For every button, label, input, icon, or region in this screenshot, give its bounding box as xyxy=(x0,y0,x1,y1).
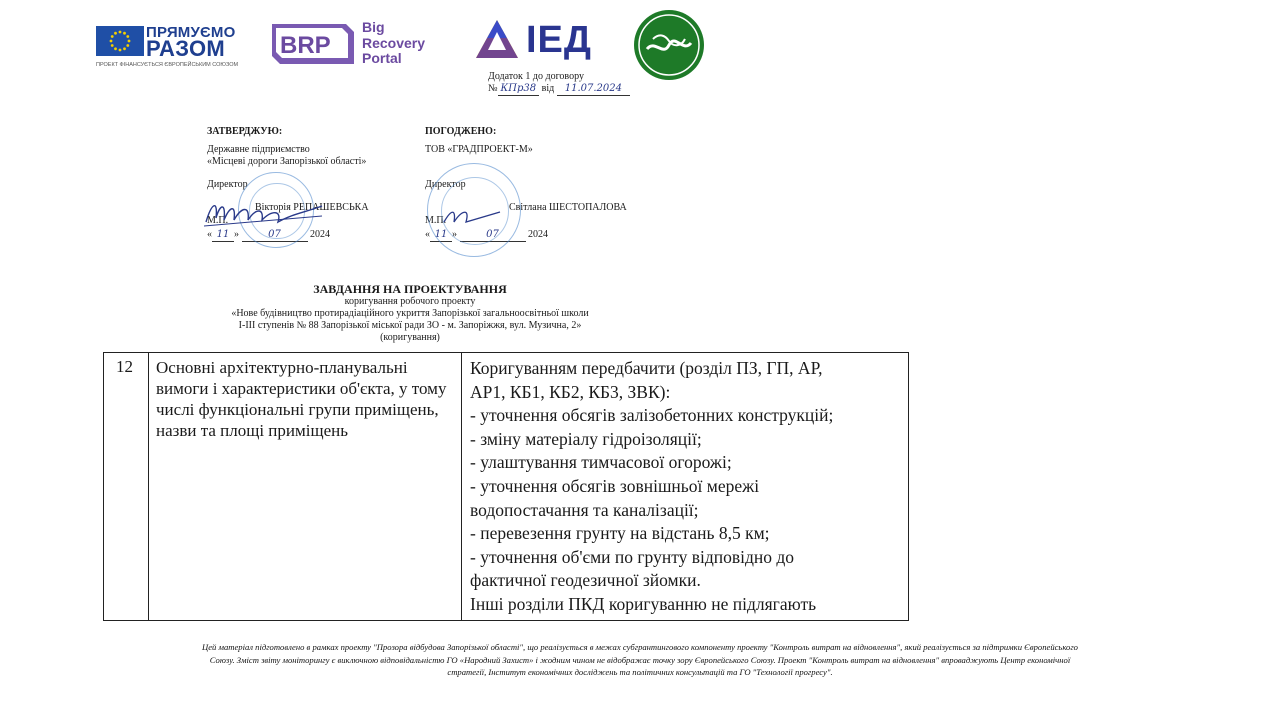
description-line: - уточнення обсягів зовнішньої мережі xyxy=(470,475,760,496)
disclaimer-line: стратегії, Інститут економічних досліджень та політичних консультацій та ГО "Технології прогресу". xyxy=(447,667,833,678)
brp-mark-icon xyxy=(270,22,356,71)
document-project-note: (коригування) xyxy=(380,332,440,343)
eu-logo-line1: ПРЯМУЄМО xyxy=(146,24,236,41)
approval-right-heading: ПОГОДЖЕНО: xyxy=(425,126,497,137)
brp-logo-text xyxy=(362,20,425,67)
annex-date: 11.07.2024 xyxy=(557,83,630,96)
document-project-line2: І-ІІІ ступенів № 88 Запорізької міської ради ЗО - м. Запоріжжя, вул. Музична, 2» xyxy=(238,320,582,331)
brp-logo-line: Portal xyxy=(362,50,402,66)
approval-right-day: 11 xyxy=(430,229,452,242)
description-line: - уточнення об'єми по грунту відповідно до xyxy=(470,546,795,567)
approval-left-mp: М.П. xyxy=(207,215,229,226)
document-project-line1: «Нове будівництво протирадіаційного укриття Запорізької загальноосвітньої школи xyxy=(231,308,589,319)
disclaimer-line: Цей матеріал підготовлено в рамках проекту "Прозора відбудова Запорізької області", що реалізується в межах субгрантингового компоненту проекту "Контроль витрат на відновлення", який реалізується за підтримки Європейського xyxy=(202,642,1078,652)
approval-left-month: 07 xyxy=(242,229,308,242)
table-bottom-border xyxy=(104,620,908,621)
date-open-quote: « xyxy=(207,229,212,240)
approval-left-org1: Державне підприємство xyxy=(207,144,310,155)
left-signature-icon xyxy=(202,192,332,232)
date-close-quote: » xyxy=(452,229,457,240)
eu-logo-line2: РАЗОМ xyxy=(146,36,226,61)
date-close-quote: » xyxy=(234,229,239,240)
brp-logo-line: Big xyxy=(362,19,385,35)
table-column-divider xyxy=(148,353,149,621)
ied-logo-text: ІЕД xyxy=(526,19,592,61)
eu-logo-caption: ПРОЕКТ ФІНАНСУЄТЬСЯ ЄВРОПЕЙСЬКИМ СОЮЗОМ xyxy=(96,62,239,68)
annex-date-prefix: від xyxy=(541,83,555,94)
description-line: фактичної геодезичної зйомки. xyxy=(470,570,701,591)
document-subtitle: коригування робочого проекту xyxy=(344,296,476,307)
description-line: - улаштування тимчасової огорожі; xyxy=(470,452,732,473)
annex-number-prefix: № xyxy=(488,83,498,94)
approval-left-year: 2024 xyxy=(310,229,330,240)
annex-note xyxy=(488,71,630,96)
requirements-table-row xyxy=(103,352,909,621)
approval-left-day: 11 xyxy=(212,229,234,242)
ied-logo xyxy=(474,18,604,62)
eu-logo xyxy=(96,24,239,72)
approval-left-name: Вікторія РЕПАШЕВСЬКА xyxy=(255,202,369,213)
date-open-quote: « xyxy=(425,229,430,240)
table-row-requirement: Основні архітектурно-планувальні вимоги і характеристики об'єкта, у тому числі функціональні групи приміщень, назви та площі приміщень xyxy=(156,358,447,440)
funding-disclaimer xyxy=(60,641,1220,679)
ied-triangle-icon xyxy=(474,18,520,62)
description-line: - уточнення обсягів залізобетонних конструкцій; xyxy=(470,405,834,426)
disclaimer-line: Союзу. Зміст звіту моніторингу є виключною відповідальністю ГО «Народний Захист» і жодним чином не відображає точку зору Європейського Союзу. Проект "Контроль витрат на відновлення" впроваджують Центр економічної xyxy=(209,654,1071,665)
approval-right-name: Світлана ШЕСТОПАЛОВА xyxy=(509,202,627,213)
description-line: Інші розділи ПКД коригуванню не підлягають xyxy=(470,593,817,614)
approval-right-year: 2024 xyxy=(528,229,548,240)
brp-logo-line: Recovery xyxy=(362,34,426,51)
approval-right-mp: М.П. xyxy=(425,215,447,226)
table-row-number: 12 xyxy=(116,357,133,376)
approval-left-org2: «Місцеві дороги Запорізької області» xyxy=(207,156,367,167)
annex-line2 xyxy=(488,83,630,96)
annex-line1: Додаток 1 до договору xyxy=(488,71,584,82)
description-line: АР1, КБ1, КБ2, КБ3, ЗВК): xyxy=(470,381,671,402)
table-row-description xyxy=(470,357,900,617)
approval-right-org1: ТОВ «ГРАДПРОЕКТ-М» xyxy=(425,144,533,155)
description-line: - зміну матеріалу гідроізоляції; xyxy=(470,428,702,449)
eu-flag-icon xyxy=(96,26,144,56)
brp-logo xyxy=(270,20,450,68)
document-title-block xyxy=(180,282,640,344)
description-line: Коригуванням передбачити (розділ ПЗ, ГП, АР, xyxy=(470,358,823,378)
description-line: - перевезення грунту на відстань 8,5 км; xyxy=(470,523,770,544)
right-signature-icon xyxy=(440,200,520,230)
approval-left-position: Директор xyxy=(207,179,248,190)
table-column-divider xyxy=(461,353,462,621)
approval-left-heading: ЗАТВЕРДЖУЮ: xyxy=(207,126,283,137)
annex-number: КПр38 xyxy=(498,83,540,96)
approval-right-position: Директор xyxy=(425,179,466,190)
approval-right-month: 07 xyxy=(460,229,526,242)
svg-text:BRP: BRP xyxy=(280,32,331,59)
description-line: водопостачання та каналізації; xyxy=(470,499,699,520)
round-green-emblem-icon xyxy=(633,9,705,81)
document-title: ЗАВДАННЯ НА ПРОЕКТУВАННЯ xyxy=(313,282,507,296)
